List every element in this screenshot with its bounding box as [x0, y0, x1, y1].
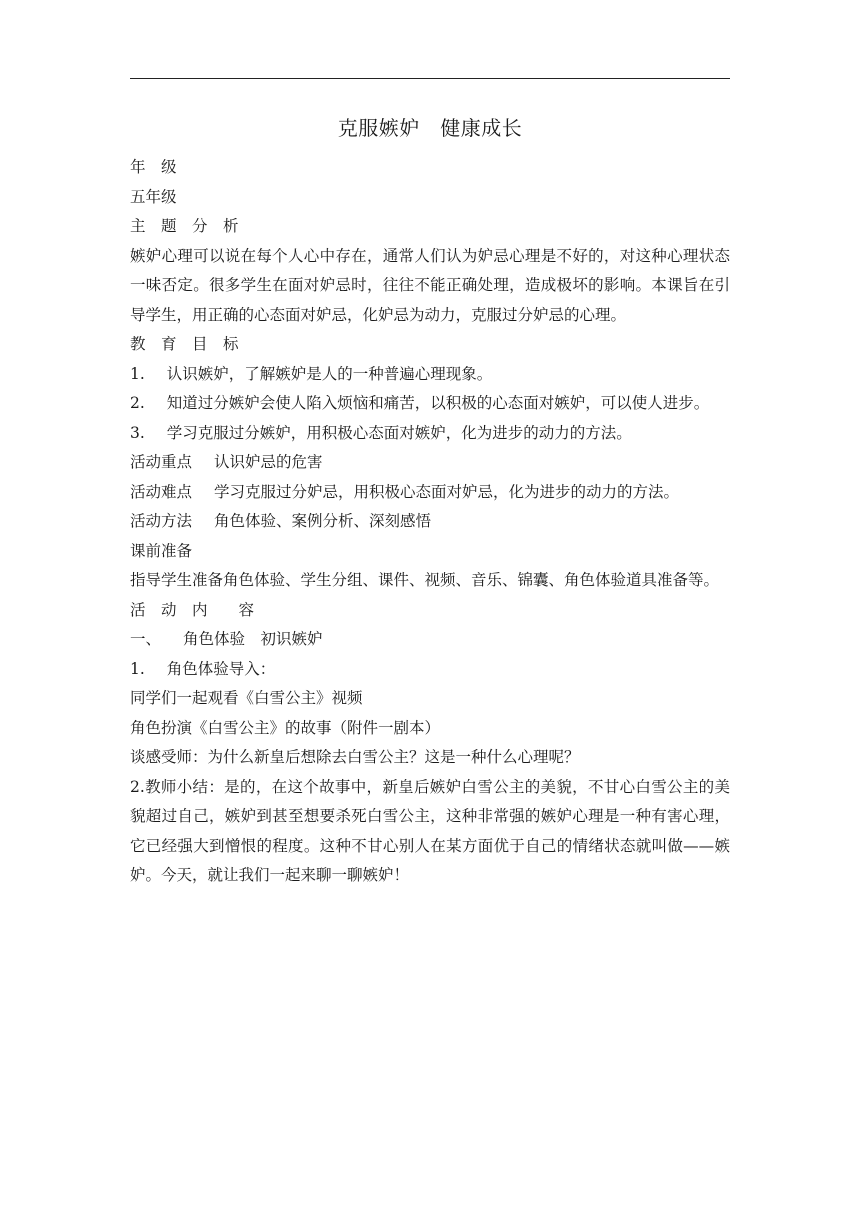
method-label: 活动方法	[130, 512, 193, 530]
key-point-text: 认识妒忌的危害	[214, 453, 323, 471]
goal-number: 3.	[130, 423, 145, 442]
prep-label: 课前准备	[130, 541, 193, 560]
difficulty	[130, 478, 730, 508]
topic-label: 主 题 分 析	[130, 217, 239, 235]
prep-text: 指导学生准备角色体验、学生分组、课件、视频、音乐、锦囊、角色体验道具准备等。	[130, 571, 720, 589]
goals-label: 教 育 目 标	[130, 335, 239, 353]
step-line-3: 谈感受师：为什么新皇后想除去白雪公主？这是一种什么心理呢？	[130, 748, 580, 766]
section-heading-1	[130, 625, 730, 655]
document-body	[130, 153, 730, 891]
step-line-1: 同学们一起观看《白雪公主》视频	[130, 689, 363, 707]
difficulty-text: 学习克服过分妒忌，用积极心态面对妒忌，化为进步的动力的方法。	[214, 482, 680, 501]
document-title: 克服嫉妒 健康成长	[337, 116, 523, 140]
section-number: 一、	[130, 630, 162, 648]
goal-item-3	[130, 419, 730, 449]
step-line-2: 角色扮演《白雪公主》的故事（附件一剧本）	[130, 718, 441, 737]
goal-number: 1.	[130, 364, 145, 383]
step-heading-1	[130, 655, 730, 685]
goal-number: 2.	[130, 394, 145, 412]
step-number: 1.	[130, 659, 145, 678]
teacher-summary: 2.教师小结：是的，在这个故事中，新皇后嫉妒白雪公主的美貌，不甘心白雪公主的美貌超过自己，嫉妒到甚至想要杀死白雪公主，这种非常强的嫉妒心理是一种有害心理，它已经强大到憎恨的程度。这种不甘心别人在某方面优于自己的情绪状态就叫做——嫉妒。今天，就让我们一起来聊一聊嫉妒！	[130, 777, 730, 884]
goal-item-1	[130, 360, 730, 390]
goal-item-2	[130, 389, 730, 419]
goal-text: 学习克服过分嫉妒，用积极心态面对嫉妒，化为进步的动力的方法。	[166, 423, 632, 442]
header-rule	[130, 78, 730, 79]
key-point	[130, 448, 730, 478]
step-title: 角色体验导入：	[166, 659, 276, 678]
topic-text: 嫉妒心理可以说在每个人心中存在，通常人们认为妒忌心理是不好的，对这种心理状态一味否定。很多学生在面对妒忌时，往往不能正确处理，造成极坏的影响。本课旨在引导学生，用正确的心态面对妒忌，化妒忌为动力，克服过分妒忌的心理。	[130, 246, 730, 324]
method	[130, 507, 730, 537]
grade-value: 五年级	[130, 187, 177, 206]
content-label: 活 动 内 容	[130, 600, 255, 619]
goal-text: 知道过分嫉妒会使人陷入烦恼和痛苦，以积极的心态面对嫉妒，可以使人进步。	[166, 394, 710, 412]
key-point-label: 活动重点	[130, 453, 193, 471]
section-title: 角色体验 初识嫉妒	[183, 630, 323, 648]
grade-label: 年 级	[130, 158, 177, 176]
goal-text: 认识嫉妒，了解嫉妒是人的一种普遍心理现象。	[166, 364, 493, 383]
method-text: 角色体验、案例分析、深刻感悟	[214, 512, 432, 530]
difficulty-label: 活动难点	[130, 482, 193, 501]
